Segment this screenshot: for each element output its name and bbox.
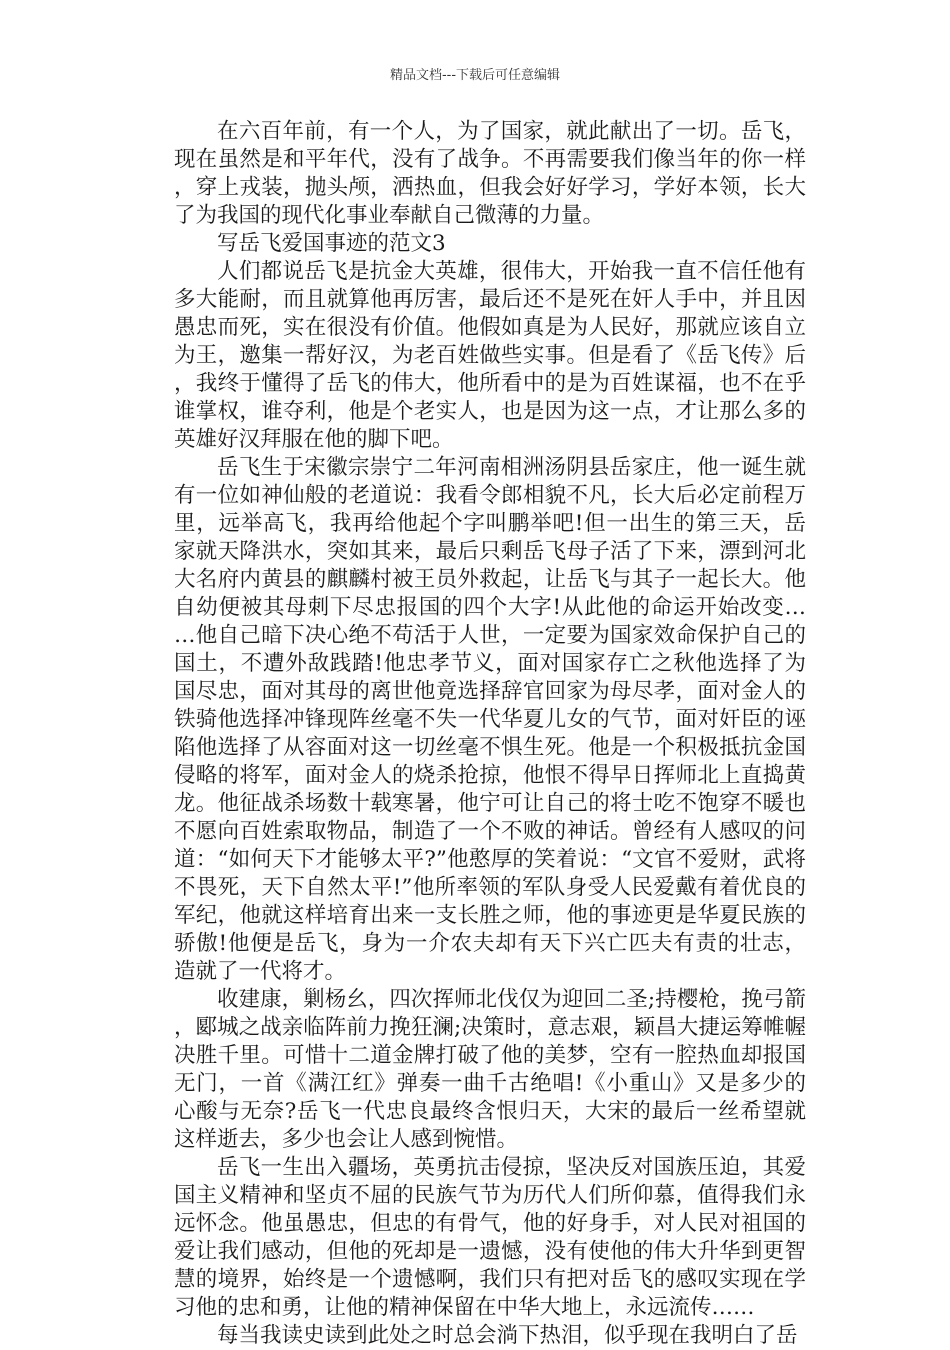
paragraph-legacy: 岳飞一生出入疆场，英勇抗击侵掠，坚决反对国族压迫，其爱国主义精神和坚贞不屈的民族气节为历代人们所仰慕，值得我们永远怀念。他虽愚忠，但忠的有骨气，他的好身手，对人民对祖国的爱让我们感动，但他的死却是一遗憾，没有使他的伟大升华到更智慧的境界，始终是一个遗憾啊，我们只有把对岳飞的感叹实现在学习他的忠和勇，让他的精神保留在中华大地上，永远流传…… [174, 1155, 806, 1320]
paragraph-biography: 岳飞生于宋徽宗崇宁二年河南相洲汤阴县岳家庄，他一诞生就有一位如神仙般的老道说：我看令郎相貌不凡，长大后必定前程万里，远举高飞，我再给他起个字叫鹏举吧!但一出生的第三天，岳家就天降洪水，突如其来，最后只剩岳飞母子活了下来，漂到河北大名府内黄县的麒麟村被王员外救起，让岳飞与其子一起长大。他自幼便被其母刺下尽忠报国的四个大字!从此他的命运开始改变……他自己暗下决心绝不苟活于人世，一定要为国家效命保护自己的国土，不遭外敌践踏!他忠孝节义，面对国家存亡之秋他选择了为国尽忠，面对其母的离世他竟选择辞官回家为母尽孝，面对金人的铁骑他选择冲锋现阵丝毫不失一代华夏儿女的气节，面对奸臣的诬陷他选择了从容面对这一切丝毫不惧生死。他是一个积极抵抗金国侵略的将军，面对金人的烧杀抢掠，他恨不得早日挥师北上直捣黄龙。他征战杀场数十载寒暑，他宁可让自己的将士吃不饱穿不暖也不愿向百姓索取物品，制造了一个不败的神话。曾经有人感叹的问道：“如何天下才能够太平?”他憨厚的笑着说：“文官不爱财，武将不畏死，天下自然太平!”他所率领的军队身受人民爱戴有着优良的军纪，他就这样培育出来一支长胜之师，他的事迹更是华夏民族的骄傲!他便是岳飞，身为一介农夫却有天下兴亡匹夫有责的壮志，造就了一代将才。 [174, 455, 806, 984]
paragraph-closing: 每当我读史读到此处之时总会淌下热泪，似乎现在我明白了岳 [217, 1323, 798, 1348]
document-body [174, 118, 806, 1350]
paragraph-opinion: 人们都说岳飞是抗金大英雄，很伟大，开始我一直不信任他有多大能耐，而且就算他再厉害，最后还不是死在奸人手中，并且因愚忠而死，实在很没有价值。他假如真是为人民好，那就应该自立为王，邀集一帮好汉，为老百姓做些实事。但是看了《岳飞传》后，我终于懂得了岳飞的伟大，他所看中的是为百姓谋福，也不在乎谁掌权，谁夺利，他是个老实人，也是因为这一点，才让那么多的英雄好汉拜服在他的脚下吧。 [174, 259, 806, 452]
section-title: 写岳飞爱国事迹的范文3 [217, 231, 446, 256]
paragraph-intro: 在六百年前，有一个人，为了国家，就此献出了一切。岳飞，现在虽然是和平年代，没有了战争。不再需要我们像当年的你一样，穿上戎装，抛头颅，洒热血，但我会好好学习，学好本领，长大了为我国的现代化事业奉献自己微薄的力量。 [174, 119, 806, 228]
page-header: 精品文档---下载后可任意编辑 [389, 68, 561, 83]
paragraph-campaigns: 收建康，剿杨幺，四次挥师北伐仅为迎回二圣;持樱枪，挽弓箭，郾城之战亲临阵前力挽狂澜;决策时，意志艰，颖昌大捷运筹帷幄决胜千里。可惜十二道金牌打破了他的美梦，空有一腔热血却报国无门，一首《满江红》弹奏一曲千古绝唱!《小重山》又是多少的心酸与无奈?岳飞一代忠良最终含恨归天，大宋的最后一丝希望就这样逝去，多少也会让人感到惋惜。 [174, 987, 806, 1152]
